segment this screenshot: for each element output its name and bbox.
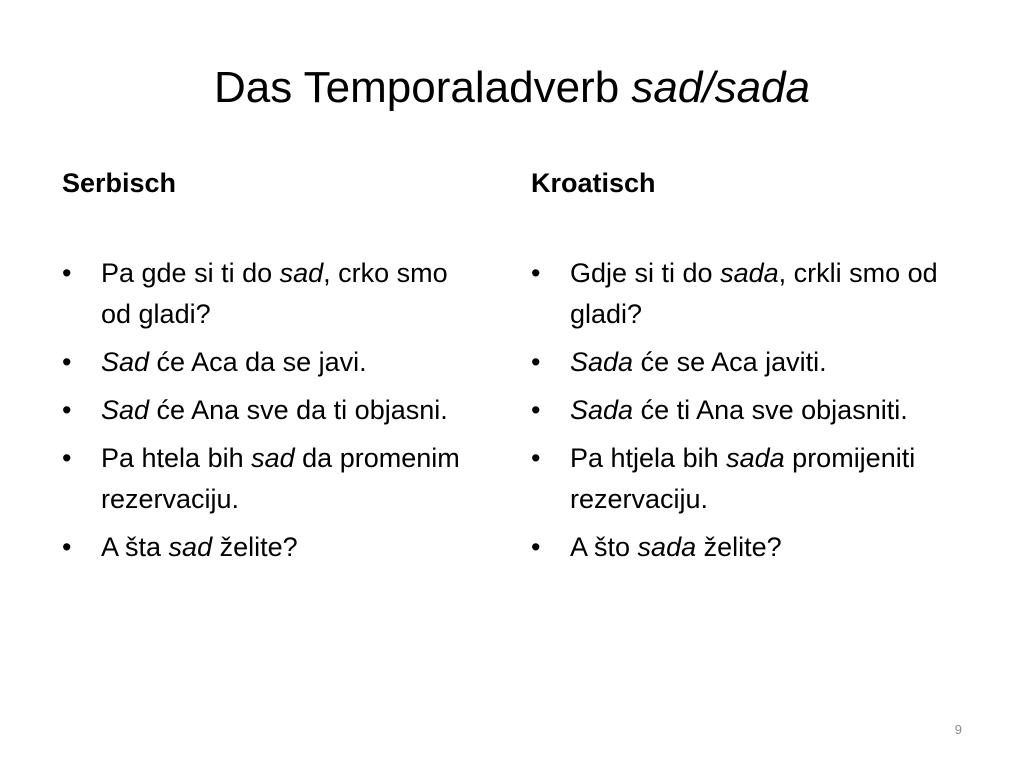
italic-adverb: sada	[720, 258, 779, 288]
bullet-icon: •	[62, 532, 72, 562]
italic-adverb: sad	[251, 443, 295, 473]
croatian-bullet-item	[531, 390, 971, 431]
text-before: Pa htela bih	[101, 443, 252, 473]
text-after: , crkli smo od gladi?	[570, 258, 938, 329]
serbian-bullet-list	[62, 253, 482, 575]
text-before: A što	[570, 532, 638, 562]
bullet-text	[570, 347, 827, 377]
serbian-column	[62, 165, 482, 562]
page-number: 9	[954, 722, 962, 737]
bullet-text	[101, 347, 367, 377]
bullet-icon: •	[531, 395, 541, 425]
text-before: Pa htjela bih	[570, 443, 727, 473]
text-after: će Aca da se javi.	[149, 347, 367, 377]
slide-title-italic: sad/sada	[631, 63, 810, 112]
serbian-bullet-item	[62, 342, 482, 383]
bullet-text	[570, 443, 915, 514]
bullet-text	[101, 443, 460, 514]
text-after: da promenim rezervaciju.	[101, 443, 460, 514]
croatian-heading: Kroatisch	[531, 168, 656, 198]
text-after: će se Aca javiti.	[633, 347, 827, 377]
bullet-text	[101, 395, 448, 425]
bullet-icon: •	[531, 443, 541, 473]
bullet-icon: •	[531, 258, 541, 288]
italic-adverb: sad	[168, 532, 213, 562]
text-after: promijeniti rezervaciju.	[570, 443, 916, 514]
slide-title	[0, 58, 1024, 118]
croatian-bullet-item	[531, 253, 971, 335]
italic-adverb: sada	[726, 443, 785, 473]
bullet-icon: •	[62, 258, 72, 288]
text-after: će Ana sve da ti objasni.	[149, 395, 448, 425]
croatian-column	[531, 165, 971, 562]
italic-adverb: Sada	[570, 395, 634, 425]
text-before: Pa gde si ti do	[101, 258, 280, 288]
croatian-bullet-item	[531, 438, 971, 520]
serbian-bullet-item	[62, 253, 482, 335]
bullet-icon: •	[62, 395, 72, 425]
italic-adverb: Sad	[101, 395, 150, 425]
italic-adverb: sad	[279, 258, 324, 288]
slide-title-regular: Das Temporaladverb	[214, 63, 632, 112]
croatian-bullet-list	[531, 253, 971, 575]
bullet-text	[101, 532, 298, 562]
croatian-bullet-item	[531, 342, 971, 383]
bullet-icon: •	[62, 347, 72, 377]
serbian-bullet-item	[62, 438, 482, 520]
text-before: A šta	[101, 532, 169, 562]
serbian-bullet-item	[62, 390, 482, 431]
serbian-bullet-item	[62, 527, 482, 568]
bullet-text	[570, 532, 782, 562]
croatian-bullet-item	[531, 527, 971, 568]
italic-adverb: sada	[637, 532, 697, 562]
text-after: , crko smo od gladi?	[101, 258, 448, 329]
bullet-icon: •	[62, 443, 72, 473]
text-before: Gdje si ti do	[570, 258, 721, 288]
text-after: će ti Ana sve objasniti.	[633, 395, 908, 425]
bullet-text	[101, 258, 448, 329]
bullet-icon: •	[531, 532, 541, 562]
serbian-heading: Serbisch	[62, 168, 177, 198]
italic-adverb: Sad	[101, 347, 150, 377]
text-after: želite?	[696, 532, 782, 562]
italic-adverb: Sada	[570, 347, 634, 377]
bullet-text	[570, 258, 938, 329]
text-after: želite?	[212, 532, 298, 562]
bullet-text	[570, 395, 908, 425]
bullet-icon: •	[531, 347, 541, 377]
